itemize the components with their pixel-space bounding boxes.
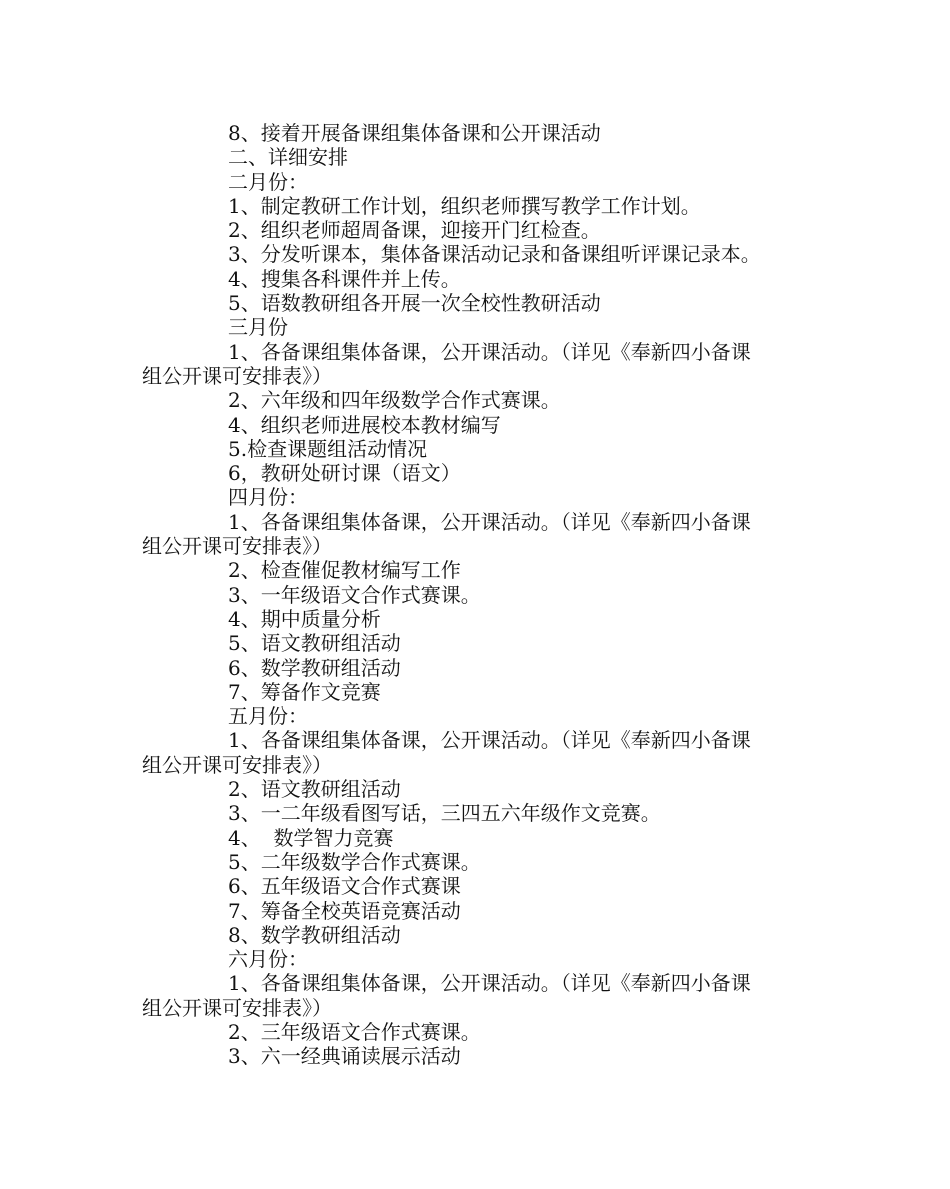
text-line: 4、期中质量分析 — [228, 606, 381, 631]
text-line: 6、五年级语文合作式赛课 — [228, 874, 461, 899]
paragraph-continuation: 组公开课可安排表》） — [142, 995, 332, 1020]
text-line: 4、搜集各科课件并上传。 — [228, 266, 461, 291]
text-line: 4、 数学智力竞赛 — [228, 825, 394, 850]
paragraph-continuation: 组公开课可安排表》） — [142, 534, 332, 559]
month-heading-june: 六月份： — [228, 947, 308, 972]
text-line: 3、分发听课本，集体备课活动记录和备课组听评课记录本。 — [228, 242, 761, 267]
text-line: 4、组织老师进展校本教材编写 — [228, 412, 501, 437]
paragraph-first-line: 1、各备课组集体备课，公开课活动。（详见《奉新四小备课 — [228, 339, 751, 364]
text-line: 8、数学教研组活动 — [228, 922, 401, 947]
text-line: 6、数学教研组活动 — [228, 655, 401, 680]
paragraph-continuation: 组公开课可安排表》） — [142, 752, 332, 777]
text-line: 3、一年级语文合作式赛课。 — [228, 582, 481, 607]
text-line: 2、检查催促教材编写工作 — [228, 558, 461, 583]
paragraph-first-line: 1、各备课组集体备课，公开课活动。（详见《奉新四小备课 — [228, 971, 751, 996]
text-line: 2、六年级和四年级数学合作式赛课。 — [228, 388, 561, 413]
paragraph-first-line: 1、各备课组集体备课，公开课活动。（详见《奉新四小备课 — [228, 509, 751, 534]
paragraph-first-line: 1、各备课组集体备课，公开课活动。（详见《奉新四小备课 — [228, 728, 751, 753]
text-line: 2、组织老师超周备课，迎接开门红检查。 — [228, 218, 601, 243]
section-heading: 二、详细安排 — [228, 145, 348, 170]
document-body — [142, 121, 814, 1069]
text-line: 2、语文教研组活动 — [228, 777, 401, 802]
month-heading-april: 四月份： — [228, 485, 308, 510]
text-line: 3、六一经典诵读展示活动 — [228, 1044, 461, 1069]
text-line: 8、接着开展备课组集体备课和公开课活动 — [228, 121, 601, 145]
paragraph-continuation: 组公开课可安排表》） — [142, 363, 332, 388]
wrapped-paragraph — [142, 728, 814, 777]
wrapped-paragraph — [142, 340, 814, 389]
month-heading-may: 五月份： — [228, 704, 308, 729]
text-line: 7、筹备作文竞赛 — [228, 679, 381, 704]
text-line: 2、三年级语文合作式赛课。 — [228, 1019, 481, 1044]
month-heading-march: 三月份 — [228, 315, 288, 340]
text-line: 5、语文教研组活动 — [228, 631, 401, 656]
wrapped-paragraph — [142, 510, 814, 559]
month-heading-february: 二月份： — [228, 169, 308, 194]
wrapped-paragraph — [142, 971, 814, 1020]
text-line: 5、二年级数学合作式赛课。 — [228, 849, 481, 874]
text-line: 7、筹备全校英语竞赛活动 — [228, 898, 461, 923]
text-line: 5、语数教研组各开展一次全校性教研活动 — [228, 291, 601, 316]
text-line: 1、制定教研工作计划，组织老师撰写教学工作计划。 — [228, 193, 701, 218]
text-line: 6，教研处研讨课（语文） — [228, 461, 461, 486]
text-line: 5.检查课题组活动情况 — [228, 436, 428, 461]
text-line: 3、一二年级看图写话，三四五六年级作文竞赛。 — [228, 801, 661, 826]
